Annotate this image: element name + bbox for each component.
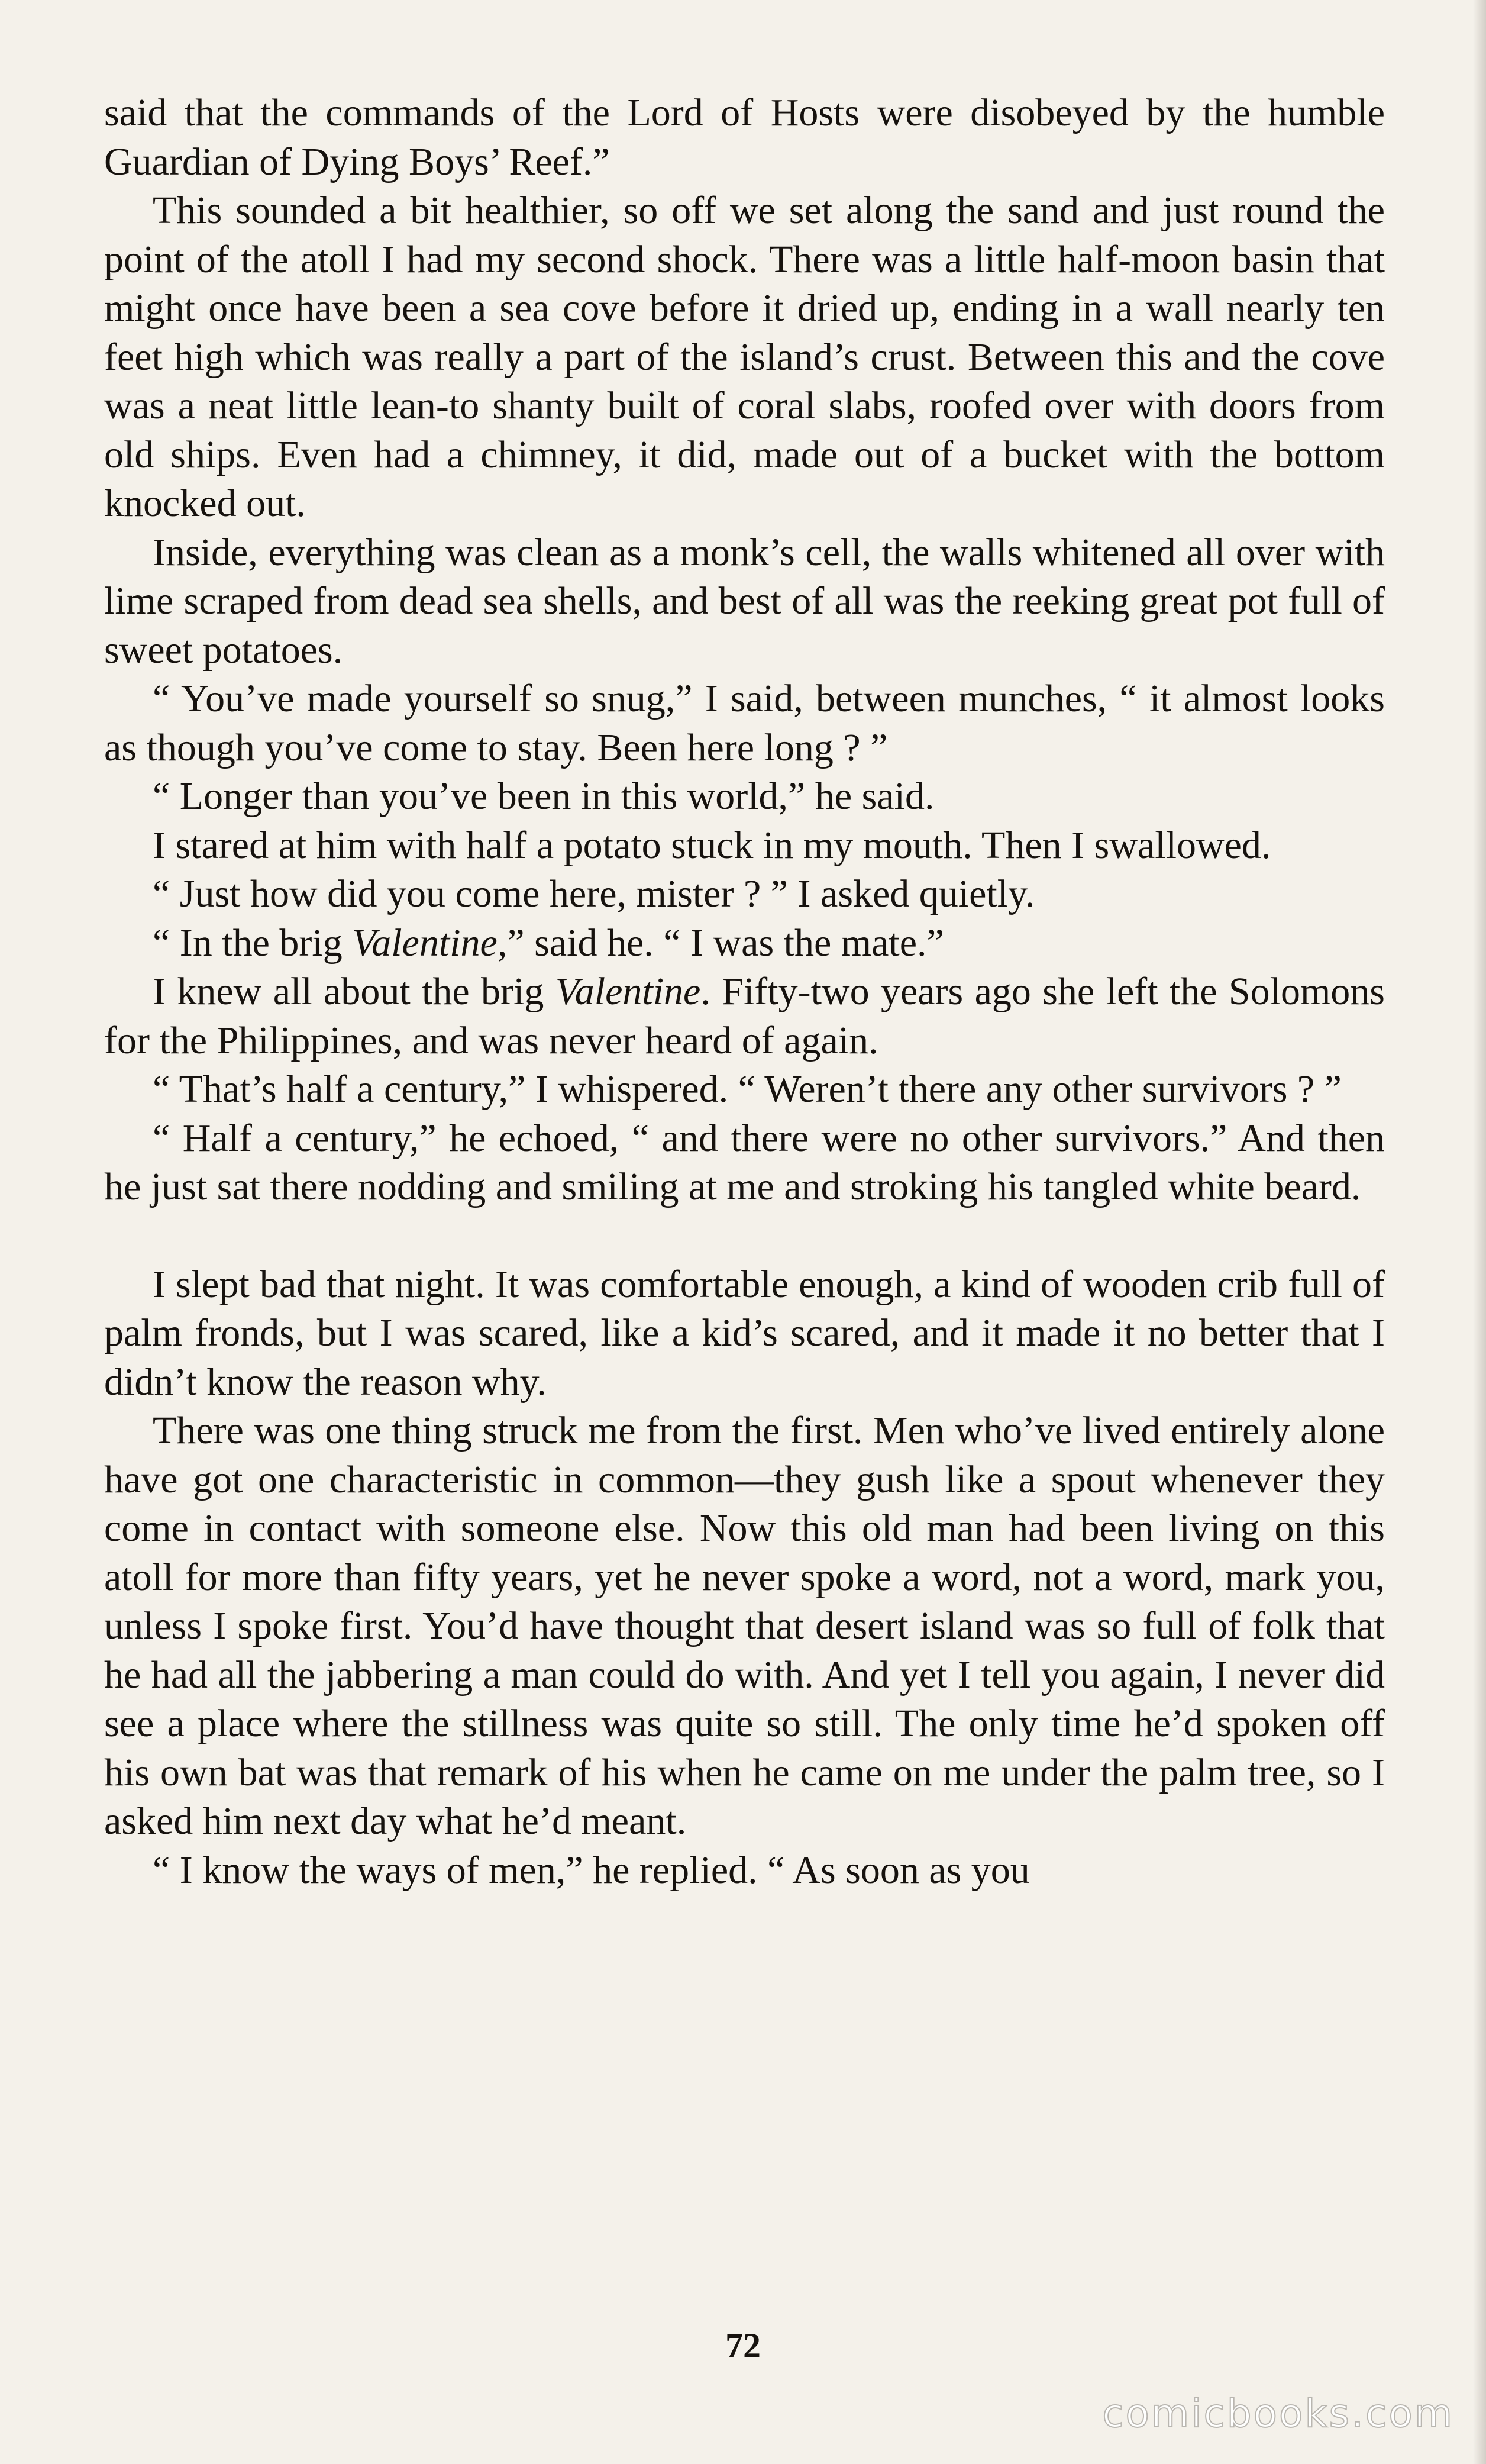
ship-name-valentine: Valentine [555,970,701,1013]
paragraph-10: “ That’s half a century,” I whispered. “ Weren’t there any other survivors ? ” [153,1067,1342,1111]
watermark: comicbooks.com [1102,2391,1454,2436]
page-number: 72 [725,2326,761,2365]
paragraph-1: said that the commands of the Lord of Hosts were disobeyed by the humble Guardian of Dying Boys’ Reef.” [104,91,1385,183]
ship-name-valentine: Valentine, [352,921,508,965]
paragraph-12: I slept bad that night. It was comfortable enough, a kind of wooden crib full of palm fronds, but I was scared, like a kid’s scared, and it made it no better that I didn’t know the reason why. [104,1262,1385,1404]
paragraph-14: “ I know the ways of men,” he replied. “ As soon as you [153,1848,1030,1892]
paragraph-5: “ Longer than you’ve been in this world,” he said. [153,775,935,818]
paragraph-13: There was one thing struck me from the first. Men who’ve lived entirely alone have got one characteristic in common—they gush like a spout whenever they come in contact with someone else. Now this old man had been living on this atoll for more than fifty years, yet he never spoke a word, not a word, mark you, unless I spoke first. You’d have thought that desert island was so full of folk that he had all the jabbering a man could do with. And yet I tell you again, I never did see a place where the stillness was quite so still. The only time he’d spoken off his own bat was that remark of his when he came on me under the palm tree, so I asked him next day what he’d meant. [104,1409,1385,1843]
paragraph-8 [104,919,1385,968]
page-edge-shadow [1473,0,1486,2464]
paragraph-9-part-3: . Fifty-two years ago she left the Solomons for the Philippines, and was never heard of again. [104,970,1385,1062]
section-break [104,1212,1385,1260]
paragraph-8-part-1: “ In the brig [153,921,353,965]
paragraph-3: Inside, everything was clean as a monk’s cell, the walls whitened all over with lime scraped from dead sea shells, and best of all was the reeking great pot full of sweet potatoes. [104,530,1385,672]
paragraph-9-part-1: I knew all about the brig [153,970,555,1013]
paragraph-11: “ Half a century,” he echoed, “ and there were no other survivors.” And then he just sat there nodding and smiling at me and stroking his tangled white beard. [104,1116,1385,1208]
paragraph-4: “ You’ve made yourself so snug,” I said, between munches, “ it almost looks as though you’ve come to stay. Been here long ? ” [104,677,1385,769]
story-text [104,89,1385,1895]
paragraph-8-part-3: ” said he. “ I was the mate.” [507,921,944,965]
paragraph-7: “ Just how did you come here, mister ? ” I asked quietly. [153,872,1035,915]
paragraph-6: I stared at him with half a potato stuck in my mouth. Then I swallowed. [153,823,1271,867]
paragraph-2: This sounded a bit healthier, so off we set along the sand and just round the point of the atoll I had my second shock. There was a little half-moon basin that might once have been a sea cove before it dried up, ending in a wall nearly ten feet high which was really a part of the island’s crust. Between this and the cove was a neat little lean-to shanty built of coral slabs, roofed over with doors from old ships. Even had a chimney, it did, made out of a bucket with the bottom knocked out. [104,189,1385,525]
paragraph-9 [104,967,1385,1065]
